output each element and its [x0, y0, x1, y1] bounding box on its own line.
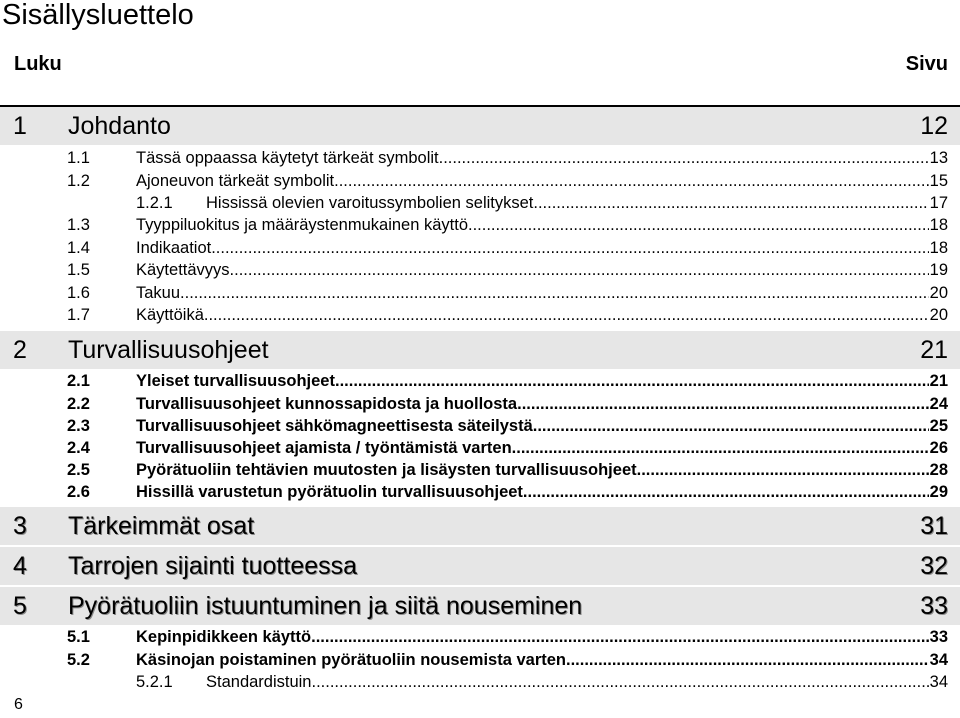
chapter-page: 21 — [920, 336, 948, 364]
entry-title: Ajoneuvon tärkeät symbolit — [136, 172, 335, 190]
dot-leader — [334, 170, 929, 192]
dot-leader — [523, 481, 929, 503]
entry-number: 2.4 — [67, 439, 90, 457]
entry-number: 1.2 — [67, 172, 90, 190]
dot-leader — [468, 214, 929, 236]
toc-entry[interactable] — [67, 481, 948, 503]
entry-page: 20 — [929, 284, 948, 302]
dot-leader — [211, 237, 928, 259]
chapter-number: 5 — [13, 592, 27, 620]
chapter-title: Tärkeimmät osat — [68, 512, 255, 540]
entry-number: 1.4 — [67, 239, 90, 257]
entry-number: 5.2.1 — [136, 673, 173, 691]
entry-number: 2.6 — [67, 483, 90, 501]
toc-entry[interactable] — [67, 214, 948, 236]
toc-entry[interactable] — [136, 671, 948, 693]
entry-title: Tässä oppaassa käytetyt tärkeät symbolit — [136, 149, 439, 167]
toc-entry[interactable] — [67, 259, 948, 281]
entry-title: Turvallisuusohjeet sähkömagneettisesta säteilystä — [136, 417, 533, 435]
entry-title: Tyyppiluokitus ja määräystenmukainen käyttö — [136, 216, 468, 234]
chapter-page: 12 — [920, 112, 948, 140]
toc-entry[interactable] — [67, 649, 948, 671]
toc-chapter[interactable] — [0, 107, 960, 145]
entry-page: 24 — [929, 395, 948, 413]
dot-leader — [512, 437, 929, 459]
page-title: Sisällysluettelo — [2, 0, 194, 31]
dot-leader — [311, 626, 929, 648]
entry-title: Turvallisuusohjeet kunnossapidosta ja huollosta — [136, 395, 518, 413]
toc-entry[interactable] — [67, 437, 948, 459]
toc-entry[interactable] — [136, 192, 948, 214]
toc-entry[interactable] — [67, 459, 948, 481]
entry-title: Standardistuin — [206, 673, 312, 691]
entry-page: 34 — [929, 673, 948, 691]
chapter-page: 32 — [920, 552, 948, 580]
entry-number: 1.7 — [67, 306, 90, 324]
entry-title: Käyttöikä — [136, 306, 204, 324]
toc-entry[interactable] — [67, 282, 948, 304]
entry-number: 2.1 — [67, 372, 90, 390]
entry-page: 21 — [929, 372, 948, 390]
entry-page: 28 — [929, 461, 948, 479]
entry-number: 2.5 — [67, 461, 90, 479]
chapter-page: 33 — [920, 592, 948, 620]
toc-entry[interactable] — [67, 170, 948, 192]
entry-title: Indikaatiot — [136, 239, 212, 257]
chapter-number: 4 — [13, 552, 27, 580]
dot-leader — [533, 192, 928, 214]
dot-leader — [517, 393, 929, 415]
entry-number: 1.5 — [67, 261, 90, 279]
entry-page: 34 — [929, 651, 948, 669]
toc-entry[interactable] — [67, 304, 948, 326]
entry-title: Turvallisuusohjeet ajamista / työntämistä varten — [136, 439, 512, 457]
toc-entry[interactable] — [67, 415, 948, 437]
chapter-title: Johdanto — [68, 112, 171, 140]
entry-page: 20 — [929, 306, 948, 324]
dot-leader — [637, 459, 929, 481]
chapter-title: Tarrojen sijainti tuotteessa — [68, 552, 358, 580]
entry-page: 15 — [929, 172, 948, 190]
entry-page: 18 — [929, 216, 948, 234]
entry-page: 17 — [929, 194, 948, 212]
dot-leader — [312, 671, 929, 693]
entry-number: 1.2.1 — [136, 194, 173, 212]
dot-leader — [230, 259, 929, 281]
entry-number: 1.6 — [67, 284, 90, 302]
entry-number: 5.2 — [67, 651, 90, 669]
entry-page: 33 — [929, 628, 948, 646]
entry-page: 26 — [929, 439, 948, 457]
chapter-number: 1 — [13, 112, 27, 140]
toc-chapter[interactable] — [0, 331, 960, 369]
dot-leader — [533, 415, 929, 437]
toc-entry[interactable] — [67, 393, 948, 415]
entry-title: Takuu — [136, 284, 181, 302]
chapter-number: 3 — [13, 512, 27, 540]
entry-title: Yleiset turvallisuusohjeet — [136, 372, 335, 390]
entry-number: 1.1 — [67, 149, 90, 167]
toc-chapter[interactable] — [0, 547, 960, 585]
chapter-title: Turvallisuusohjeet — [68, 336, 269, 364]
entry-page: 25 — [929, 417, 948, 435]
toc-entry[interactable] — [67, 370, 948, 392]
dot-leader — [204, 304, 929, 326]
toc-chapter[interactable] — [0, 587, 960, 625]
entry-number: 1.3 — [67, 216, 90, 234]
toc-entry[interactable] — [67, 626, 948, 648]
entry-number: 5.1 — [67, 628, 90, 646]
entry-title: Kepinpidikkeen käyttö — [136, 628, 312, 646]
toc-entry[interactable] — [67, 237, 948, 259]
dot-leader — [566, 649, 929, 671]
toc-chapter[interactable] — [0, 507, 960, 545]
entry-number: 2.2 — [67, 395, 90, 413]
entry-title: Hississä olevien varoitussymbolien selitykset — [206, 194, 534, 212]
chapter-column-header: Luku — [14, 53, 62, 75]
entry-page: 13 — [929, 149, 948, 167]
toc-entry[interactable] — [67, 147, 948, 169]
dot-leader — [335, 370, 929, 392]
entry-number: 2.3 — [67, 417, 90, 435]
entry-title: Hissillä varustetun pyörätuolin turvallisuusohjeet — [136, 483, 523, 501]
entry-title: Käytettävyys — [136, 261, 230, 279]
chapter-title: Pyörätuoliin istuuntuminen ja siitä nouseminen — [68, 592, 583, 620]
chapter-number: 2 — [13, 336, 27, 364]
entry-page: 29 — [929, 483, 948, 501]
page-number: 6 — [14, 696, 23, 713]
entry-page: 19 — [929, 261, 948, 279]
dot-leader — [180, 282, 929, 304]
entry-page: 18 — [929, 239, 948, 257]
entry-title: Käsinojan poistaminen pyörätuoliin nousemista varten — [136, 651, 566, 669]
page-column-header: Sivu — [905, 53, 948, 75]
entry-title: Pyörätuoliin tehtävien muutosten ja lisäysten turvallisuusohjeet — [136, 461, 637, 479]
dot-leader — [439, 147, 929, 169]
chapter-page: 31 — [920, 512, 948, 540]
